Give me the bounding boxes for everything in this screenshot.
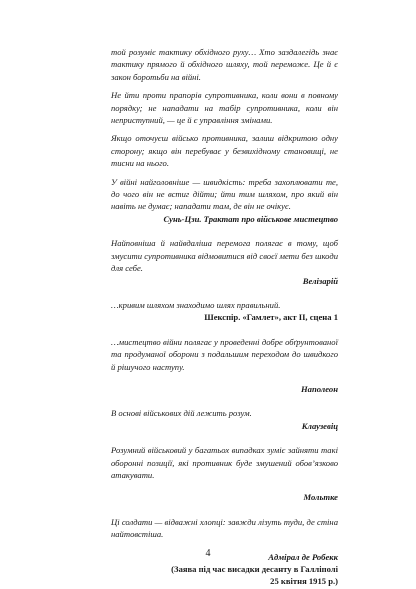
quote-paragraph: той розуміє тактику обхідного руху… Хто заздалегідь знає тактику прямого й обхідного шляху, той переможе. Це й є закон боротьби на війні.: [111, 47, 338, 82]
quote-block-moltke: [111, 444, 338, 504]
quote-paragraph: …мистецтво війни полягає у проведенні добре обґрунтованої та продуманої оборони з подальшим переходом до швидкого й рішучого наступу.: [111, 336, 338, 372]
quote-paragraph: Розумний військовий у багатьох випадках зуміє зайняти такі оборонні позиції, які противник буде змушений обов’язково атакувати.: [111, 445, 338, 480]
quote-paragraph: У війні найголовніше — швидкість: треба захоплювати те, до чого він не встиг дійти; йти тим шляхом, про який він навіть не думає; нападати там, де він не очікує.: [111, 176, 338, 212]
quote-paragraph: Ці солдати — відважні хлопці: завжди лізуть туди, де стіна найтовстіша.: [111, 516, 338, 540]
quote-attribution: Наполеон: [300, 383, 338, 394]
epigraph-column: [111, 46, 338, 588]
quote-attribution: Шекспір. «Гамлет», акт II, сцена 1: [204, 312, 338, 323]
quote-attribution-date: 25 квітня 1915 р.): [270, 576, 338, 587]
page-number: 4: [205, 548, 211, 559]
quote-block-shakespeare: [111, 299, 338, 324]
quote-attribution-note: (Заява під час висадки десанту в Галліполі: [171, 564, 338, 574]
quote-attribution: Клаузевіц: [301, 420, 338, 431]
quote-block-sun-tzu: [111, 46, 338, 225]
quote-block-belisarius: [111, 237, 338, 287]
quote-block-clausewitz: [111, 407, 338, 432]
quote-paragraph: Найповніша й найвдаліша перемога полягає в тому, щоб змусити супротивника відмовитися від своєї мети без шкоди для себе.: [111, 238, 338, 274]
quote-paragraph: В основі військових дій лежить розум.: [111, 408, 252, 419]
quote-attribution: Велізарій: [302, 275, 338, 286]
quote-paragraph: …кривим шляхом знаходимо шлях правильний.: [111, 299, 281, 310]
quote-attribution: Сунь-Цзи. Трактат про військове мистецтво: [163, 213, 338, 224]
quote-paragraph: Не йти проти прапорів супротивника, коли вони в повному порядку; не нападати на табір супротивника, коли він неприступний, — це й є управління змінами.: [111, 90, 338, 126]
quote-attribution: Мольтке: [303, 492, 338, 503]
quote-attribution: Адмірал де Робекк: [268, 551, 338, 562]
quote-paragraph: Якщо оточуєш військо противника, залиш відкритою одну сторону; якщо він перебуває у безвихідному становищі, не тисни на нього.: [111, 133, 338, 169]
quote-block-napoleon: [111, 336, 338, 396]
